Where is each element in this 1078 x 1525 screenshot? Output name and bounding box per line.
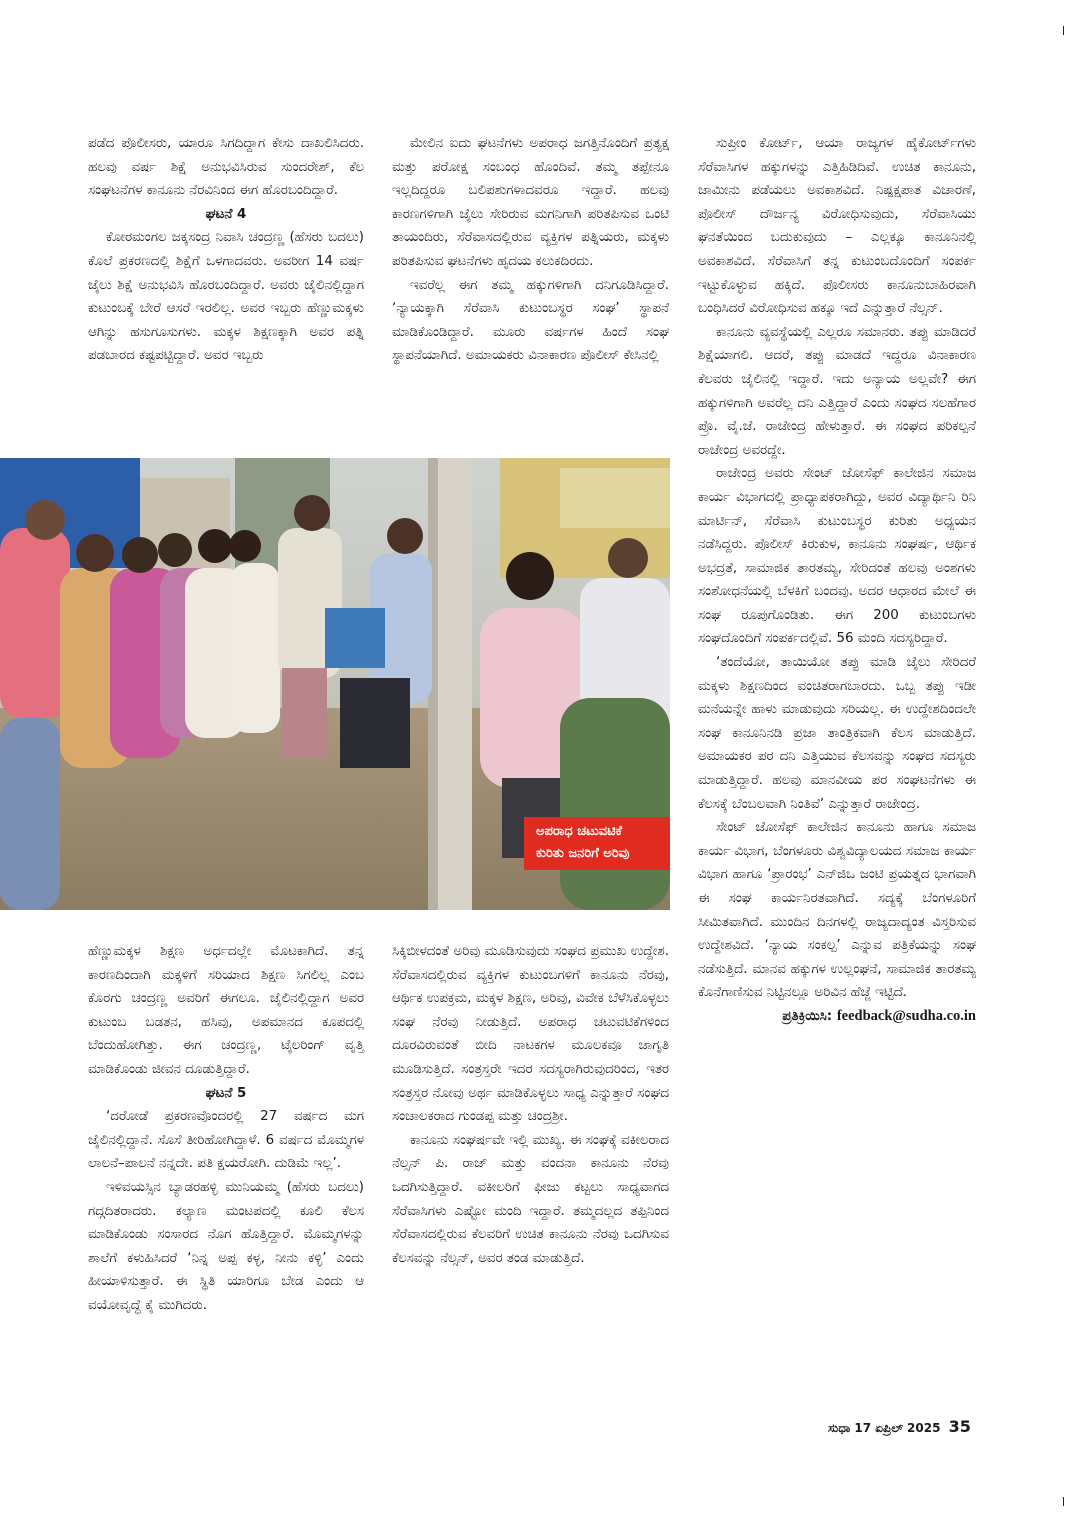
paragraph: ಮೇಲಿನ ಐದು ಘಟನೆಗಳು ಅಪರಾಧ ಜಗತ್ತಿನೊಂದಿಗೆ ಪ್ರತ್ಯಕ್ಷ ಮತ್ತು ಪರೋಕ್ಷ ಸಂಬಂಧ ಹೊಂದಿವೆ. ತಮ್ಮ ತಪ್ಪೇನೂ ಇಲ್ಲದಿದ್ದರೂ ಬಲಿಪಶುಗಳಾದವರೂ ಇದ್ದಾರೆ. ಹಲವು ಕಾರಣಗಳಿಗಾಗಿ ಜೈಲು ಸೇರಿರುವ ಮಗನಿಗಾಗಿ ಪರಿತಪಿಸುವ ಒಂಟಿ ತಾಯಂದಿರು, ಸೆರೆವಾಸದಲ್ಲಿರುವ ವ್ಯಕ್ತಿಗಳ ಪತ್ನಿಯರು, ಮಕ್ಕಳು ಪರಿತಪಿಸುವ ಘಟನೆಗಳು ಹೃದಯ ಕಲುಕದಿರದು. [392, 136, 669, 269]
paragraph: ರಾಜೇಂದ್ರ ಅವರು ಸೇಂಟ್ ಜೋಸೆಫ್ ಕಾಲೇಜಿನ ಸಮಾಜ ಕಾರ್ಯ ವಿಭಾಗದಲ್ಲಿ ಪ್ರಾಧ್ಯಾಪಕರಾಗಿದ್ದು, ಅವರ ವಿದ್ಯಾರ್ಥಿನಿ ರಿನಿ ಮಾರ್ಟಿನ್, ಸೆರೆವಾಸಿ ಕುಟುಂಬಸ್ಥರ ಕುರಿತು ಅಧ್ಯಯನ ನಡೆಸಿದ್ದರು. ಪೊಲೀಸ್ ಕಿರುಕುಳ, ಕಾನೂನು ಸಂಘರ್ಷ, ಆರ್ಥಿಕ ಅಭದ್ರತೆ, ಸಾಮಾಜಿಕ ತಾರತಮ್ಯ, ಸೇರಿದಂತೆ ಹಲವು ಅಂಶಗಳು ಸಂಶೋಧನೆಯಲ್ಲಿ ಬೆಳಕಿಗೆ ಬಂದವು. ಅದರ ಆಧಾರದ ಮೇಲೆ ಈ ಸಂಘ ರೂಪುಗೊಂಡಿತು. ಈಗ 200 ಕುಟುಂಬಗಳು ಸಂಘದೊಂದಿಗೆ ಸಂಪರ್ಕದಲ್ಲಿವೆ. 56 ಮಂದಿ ಸದಸ್ಯರಿದ್ದಾರೆ. [698, 466, 976, 647]
column-1-bottom [88, 940, 364, 1318]
crop-mark [1063, 1497, 1064, 1506]
column-3 [698, 132, 976, 1029]
paragraph: ‘ದರೋಡೆ ಪ್ರಕರಣವೊಂದರಲ್ಲಿ 27 ವರ್ಷದ ಮಗ ಜೈಲಿನಲ್ಲಿದ್ದಾನೆ. ಸೊಸೆ ತೀರಿಹೋಗಿದ್ದಾಳೆ. 6 ವರ್ಷದ ಮೊಮ್ಮಗಳ ಲಾಲನೆ–ಪಾಲನೆ ನನ್ನದೇ. ಪತಿ ಕ್ಷಯರೋಗಿ. ದುಡಿಮೆ ಇಲ್ಲ’. [88, 1109, 364, 1172]
paragraph: ಪಡೆದ ಪೊಲೀಸರು, ಯಾರೂ ಸಿಗದಿದ್ದಾಗ ಕೇಸು ದಾಖಲಿಸಿದರು. ಹಲವು ವರ್ಷ ಶಿಕ್ಷೆ ಅನುಭವಿಸಿರುವ ಸುಂದರೇಶ್, ಕೆಲ ಸಂಘಟನೆಗಳ ಕಾನೂನು ನೆರವಿನಿಂದ ಈಗ ಹೊರಬಂದಿದ್ದಾರೆ. [88, 136, 364, 199]
paragraph: ಹೆಣ್ಣುಮಕ್ಕಳ ಶಿಕ್ಷಣ ಅರ್ಧದಲ್ಲೇ ಮೊಟಕಾಗಿದೆ. ತನ್ನ ಕಾರಣದಿಂದಾಗಿ ಮಕ್ಕಳಿಗೆ ಸರಿಯಾದ ಶಿಕ್ಷಣ ಸಿಗಲಿಲ್ಲ ಎಂಬ ಕೊರಗು ಚಂದ್ರಣ್ಣ ಅವರಿಗೆ ಈಗಲೂ. ಜೈಲಿನಲ್ಲಿದ್ದಾಗ ಅವರ ಕುಟುಂಬ ಬಡತನ, ಹಸಿವು, ಅಪಮಾನದ ಕೂಪದಲ್ಲಿ ಬೆಂದುಹೋಗಿತ್ತು. ಈಗ ಚಂದ್ರಣ್ಣ, ಟೈಲರಿಂಗ್ ವೃತ್ತಿ ಮಾಡಿಕೊಂಡು ಜೀವನ ದೂಡುತ್ತಿದ್ದಾರೆ. [88, 944, 364, 1077]
paragraph: ಕಾನೂನು ವ್ಯವಸ್ಥೆಯಲ್ಲಿ ಎಲ್ಲರೂ ಸಮಾನರು. ತಪ್ಪು ಮಾಡಿದರೆ ಶಿಕ್ಷೆಯಾಗಲಿ. ಆದರೆ, ತಪ್ಪು ಮಾಡದೆ ಇದ್ದರೂ ವಿನಾಕಾರಣ ಕೆಲವರು ಜೈಲಿನಲ್ಲಿ ಇದ್ದಾರೆ. ಇದು ಅನ್ಯಾಯ ಅಲ್ಲವೇ? ಈಗ ಹಕ್ಕುಗಳಿಗಾಗಿ ಅವರೆಲ್ಲ ದನಿ ಎತ್ತಿದ್ದಾರೆ ಎಂದು ಸಂಘದ ಸಲಹೆಗಾರ ಪ್ರೊ. ವೈ.ಜೆ. ರಾಜೇಂದ್ರ ಹೇಳುತ್ತಾರೆ. ಈ ಸಂಘದ ಪರಿಕಲ್ಪನೆ ರಾಜೇಂದ್ರ ಅವರದ್ದೇ. [698, 324, 976, 458]
paragraph: ಕೋರಮಂಗಲ ಜಕ್ಕಸಂದ್ರ ನಿವಾಸಿ ಚಂದ್ರಣ್ಣ (ಹೆಸರು ಬದಲು) ಕೊಲೆ ಪ್ರಕರಣದಲ್ಲಿ ಶಿಕ್ಷೆಗೆ ಒಳಗಾದವರು. ಅವರೀಗ 14 ವರ್ಷ ಜೈಲು ಶಿಕ್ಷೆ ಅನುಭವಿಸಿ ಹೊರಬಂದಿದ್ದಾರೆ. ಅವರು ಜೈಲಿನಲ್ಲಿದ್ದಾಗ ಕುಟುಂಬಕ್ಕೆ ಬೇರೆ ಆಸರೆ ಇರಲಿಲ್ಲ. ಅವರ ಇಬ್ಬರು ಹೆಣ್ಣುಮಕ್ಕಳು ಆಗಿನ್ನು ಹಸುಗೂಸುಗಳು. ಮಕ್ಕಳ ಶಿಕ್ಷಣಕ್ಕಾಗಿ ಅವರ ಪತ್ನಿ ಪಡಬಾರದ ಕಷ್ಟಪಟ್ಟಿದ್ದಾರೆ. ಅವರ ಇಬ್ಬರು [88, 230, 364, 364]
paragraph: ಸುಪ್ರೀಂ ಕೋರ್ಟ್, ಆಯಾ ರಾಜ್ಯಗಳ ಹೈಕೋರ್ಟ್‌ಗಳು ಸೆರೆವಾಸಿಗಳ ಹಕ್ಕುಗಳನ್ನು ಎತ್ತಿಹಿಡಿದಿವೆ. ಉಚಿತ ಕಾನೂನು, ಜಾಮೀನು ಪಡೆಯಲು ಅವಕಾಶವಿದೆ. ನಿಷ್ಪಕ್ಷಪಾತ ವಿಚಾರಣೆ, ಪೊಲೀಸ್ ದೌರ್ಜನ್ಯ ವಿರೋಧಿಸುವುದು, ಸೆರೆವಾಸಿಯು ಘನತೆಯಿಂದ ಬದುಕುವುದು – ಎಲ್ಲಕ್ಕೂ ಕಾನೂನಿನಲ್ಲಿ ಅವಕಾಶವಿದೆ. ಸೆರೆವಾಸಿಗೆ ತನ್ನ ಕುಟುಂಬದೊಂದಿಗೆ ಸಂಪರ್ಕ ಇಟ್ಟುಕೊಳ್ಳುವ ಹಕ್ಕಿದೆ. ಪೊಲೀಸರು ಕಾನೂನುಬಾಹಿರವಾಗಿ ಬಂಧಿಸಿದರೆ ವಿರೋಧಿಸುವ ಹಕ್ಕೂ ಇದೆ ಎನ್ನುತ್ತಾರೆ ನೆಲ್ಸನ್. [698, 136, 976, 317]
column-2-bottom [392, 940, 669, 1270]
feedback-label: ಪ್ರತಿಕ್ರಿಯಿಸಿ: [782, 1008, 833, 1024]
issue-date: 17 ಏಪ್ರಿಲ್ 2025 [854, 1421, 941, 1435]
paragraph: ‘ತಂದೆಯೋ, ತಾಯಿಯೋ ತಪ್ಪು ಮಾಡಿ ಜೈಲು ಸೇರಿದರೆ ಮಕ್ಕಳು ಶಿಕ್ಷಣದಿಂದ ವಂಚಿತರಾಗಬಾರದು. ಒಬ್ಬ ತಪ್ಪು ಇಡೀ ಮನೆಯನ್ನೇ ಹಾಳು ಮಾಡುವುದು ಸರಿಯಲ್ಲ. ಈ ಉದ್ದೇಶದಿಂದಲೇ ಸಂಘ ಕಾನೂನಿನಡಿ ಪ್ರಜಾ ತಾಂತ್ರಿಕವಾಗಿ ಕೆಲಸ ಮಾಡುತ್ತಿದೆ. ಅಮಾಯಕರ ಪರ ದನಿ ಎತ್ತಿಯುವ ಕೆಲಸವನ್ನು ಸಂಘದ ಸದಸ್ಯರು ಮಾಡುತ್ತಿದ್ದಾರೆ. ಹಲವು ಮಾನವೀಯ ಪರ ಸಂಘಟನೆಗಳು ಈ ಕೆಲಸಕ್ಕೆ ಬೆಂಬಲವಾಗಿ ನಿಂತಿವೆ’ ಎನ್ನುತ್ತಾರೆ ರಾಜೇಂದ್ರ. [698, 655, 976, 812]
photo-caption [524, 817, 670, 870]
page-number: 35 [948, 1417, 971, 1436]
page-footer [828, 1417, 971, 1438]
paragraph: ಇಳಿವಯಸ್ಸಿನ ಬ್ಯಾಡರಹಳ್ಳಿ ಮುನಿಯಮ್ಮ (ಹೆಸರು ಬದಲು) ಗದ್ಗದಿತರಾದರು. ಕಲ್ಯಾಣ ಮಂಟಪದಲ್ಲಿ ಕೂಲಿ ಕೆಲಸ ಮಾಡಿಕೊಂಡು ಸಂಸಾರದ ನೊಗ ಹೊತ್ತಿದ್ದಾರೆ. ಮೊಮ್ಮಗಳನ್ನು ಶಾಲೆಗೆ ಕಳುಹಿಸಿದರೆ ‘ನಿನ್ನ ಅಪ್ಪ ಕಳ್ಳ, ನೀನು ಕಳ್ಳಿ’ ಎಂದು ಹೀಯಾಳಿಸುತ್ತಾರೆ. ಈ ಸ್ಥಿತಿ ಯಾರಿಗೂ ಬೇಡ ಎಂದು ಆ ವಯೋವೃದ್ಧೆ ಕೈ ಮುಗಿದರು. [88, 1179, 364, 1313]
section-heading-event-4: ಘಟನೆ 4 [205, 206, 247, 222]
paragraph: ಕಾನೂನು ಸಂಘರ್ಷವೇ ಇಲ್ಲಿ ಮುಖ್ಯ. ಈ ಸಂಘಕ್ಕೆ ವಕೀಲರಾದ ನೆಲ್ಸನ್ ಪಿ. ರಾಜ್ ಮತ್ತು ವಂದನಾ ಕಾನೂನು ನೆರವು ಒದಗಿಸುತ್ತಿದ್ದಾರೆ. ವಕೀಲರಿಗೆ ಫೀಜು ಕಟ್ಟಲು ಸಾಧ್ಯವಾಗದ ಸೆರೆವಾಸಿಗಳು ಎಷ್ಟೋ ಮಂದಿ ಇದ್ದಾರೆ. ತಮ್ಮದಲ್ಲದ ತಪ್ಪಿನಿಂದ ಸೆರೆವಾಸದಲ್ಲಿರುವ ಕೆಲವರಿಗೆ ಉಚಿತ ಕಾನೂನು ನೆರವು ಒದಗಿಸುವ ಕೆಲಸವನ್ನು ನೆಲ್ಸನ್, ಅವರ ತಂಡ ಮಾಡುತ್ತಿದೆ. [392, 1132, 669, 1266]
paragraph: ಸೇಂಟ್ ಜೋಸೆಫ್ ಕಾಲೇಜಿನ ಕಾನೂನು ಹಾಗೂ ಸಮಾಜ ಕಾರ್ಯ ವಿಭಾಗ, ಬೆಂಗಳೂರು ವಿಶ್ವವಿದ್ಯಾಲಯದ ಸಮಾಜ ಕಾರ್ಯ ವಿಭಾಗ ಹಾಗೂ ‘ಪ್ರಾರಂಭ’ ಎನ್‌ಜಿಒ ಜಂಟಿ ಪ್ರಯತ್ನದ ಭಾಗವಾಗಿ ಈ ಸಂಘ ಕಾರ್ಯನಿರತವಾಗಿದೆ. ಸದ್ಯಕ್ಕೆ ಬೆಂಗಳೂರಿಗೆ ಸೀಮಿತವಾಗಿದೆ. ಮುಂದಿನ ದಿನಗಳಲ್ಲಿ ರಾಜ್ಯದಾದ್ಯಂತ ವಿಸ್ತರಿಸುವ ಉದ್ದೇಶವಿದೆ. ‘ನ್ಯಾಯ ಸಂಕಲ್ಪ’ ಎನ್ನುವ ಪತ್ರಿಕೆಯನ್ನು ಸಂಘ ನಡೆಸುತ್ತಿದೆ. ಮಾನವ ಹಕ್ಕುಗಳ ಉಲ್ಲಂಘನೆ, ಸಾಮಾಜಿಕ ತಾರತಮ್ಯ ಕೊನೆಗಾಣಿಸುವ ನಿಟ್ಟಿನಲ್ಲೂ ಅರಿವಿನ ಹೆಜ್ಜೆ ಇಟ್ಟಿದೆ. [698, 820, 976, 1001]
caption-line: ಅಪರಾಧ ಚಟುವಟಿಕೆ [536, 824, 622, 839]
feedback-email[interactable]: feedback@sudha.co.in [836, 1007, 976, 1024]
paragraph: ಇವರೆಲ್ಲ ಈಗ ತಮ್ಮ ಹಕ್ಕುಗಳಿಗಾಗಿ ದನಿಗೂಡಿಸಿದ್ದಾರೆ. ‘ನ್ಯಾಯಕ್ಕಾಗಿ ಸೆರೆವಾಸಿ ಕುಟುಂಬಸ್ಥರ ಸಂಘ’ ಸ್ಥಾಪನೆ ಮಾಡಿಕೊಂಡಿದ್ದಾರೆ. ಮೂರು ವರ್ಷಗಳ ಹಿಂದೆ ಸಂಘ ಸ್ಥಾಪನೆಯಾಗಿದೆ. ಅಮಾಯಕರು ವಿನಾಕಾರಣ ಪೊಲೀಸ್ ಕೇಸಿನಲ್ಲಿ [392, 277, 669, 364]
crop-mark [1063, 26, 1064, 35]
news-photo [0, 458, 670, 910]
magazine-name: ಸುಧಾ [828, 1421, 851, 1435]
feedback-line [698, 1005, 976, 1029]
section-heading-event-5: ಘಟನೆ 5 [205, 1085, 247, 1101]
caption-line: ಕುರಿತು ಜನರಿಗೆ ಅರಿವು [536, 846, 630, 861]
column-2-top [392, 132, 669, 368]
paragraph: ಸಿಕ್ಕಿಬೀಳದಂತೆ ಅರಿವು ಮೂಡಿಸುವುದು ಸಂಘದ ಪ್ರಮುಖ ಉದ್ದೇಶ. ಸೆರೆವಾಸದಲ್ಲಿರುವ ವ್ಯಕ್ತಿಗಳ ಕುಟುಂಬಗಳಿಗೆ ಕಾನೂನು ನೆರವು, ಆರ್ಥಿಕ ಉಪಕ್ರಮ, ಮಕ್ಕಳ ಶಿಕ್ಷಣ, ಅರಿವು, ವಿವೇಕ ಬೆಳೆಸಿಕೊಳ್ಳಲು ಸಂಘ ನೆರವು ನೀಡುತ್ತಿದೆ. ಅಪರಾಧ ಚಟುವಟಿಕೆಗಳಿಂದ ದೂರವಿರುವಂತೆ ಬೀದಿ ನಾಟಕಗಳ ಮೂಲಕವೂ ಜಾಗೃತಿ ಮೂಡಿಸುತ್ತಿದೆ. ಸಂತ್ರಸ್ತರೇ ಇದರ ಸದಸ್ಯರಾಗಿರುವುದರಿಂದ, ಇತರ ಸಂತ್ರಸ್ತರ ನೋವು ಅರ್ಥ ಮಾಡಿಕೊಳ್ಳಲು ಸಾಧ್ಯ ಎನ್ನುತ್ತಾರೆ ಸಂಘದ ಸಂಚಾಲಕರಾದ ಗುಂಡಪ್ಪ ಮತ್ತು ಚಂದ್ರಶ್ರೀ. [392, 944, 669, 1125]
column-1-top [88, 132, 364, 368]
